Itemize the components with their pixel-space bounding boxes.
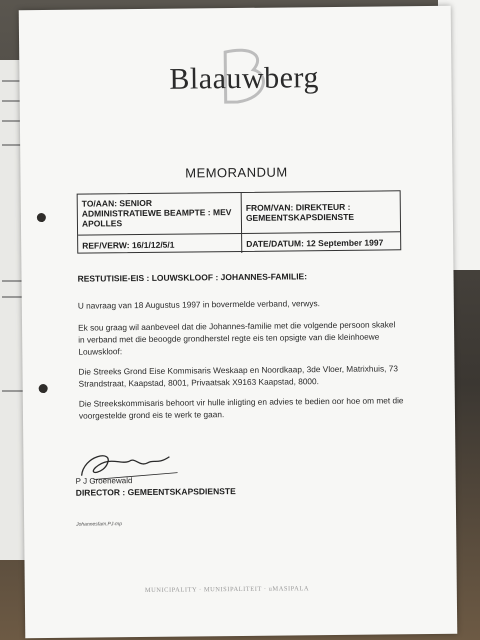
to-field <box>82 197 238 229</box>
from-line: FROM/VAN: DIREKTEUR : <box>245 201 351 213</box>
org-logo-text: Blaauwberg <box>169 61 320 96</box>
body-paragraph: Die Streeks Grond Eise Kommisaris Weskaap en Noordkaap, 3de Vloer, Matrixhuis, 73 Strandstraat, Kaapstad, 8001, Privaatsak X9163 Kaapstad, 8000. <box>78 363 398 389</box>
table-divider <box>78 231 400 235</box>
municipality-footer: MUNICIPALITY · MUNISIPALITEIT · uMASIPALA <box>144 585 310 594</box>
punch-hole <box>39 384 48 393</box>
signatory-title: DIRECTOR : GEMEENTSKAPSDIENSTE <box>75 486 236 498</box>
memo-page <box>19 6 458 638</box>
signatory-name: P J Groenewald <box>75 476 133 486</box>
to-line: ADMINISTRATIEWE BEAMPTE : MEV <box>81 207 232 219</box>
background-text-mark <box>2 390 24 392</box>
from-field <box>246 201 398 223</box>
body-paragraph: U navraag van 18 Augustus 1997 in bovermelde verband, verwys. <box>77 298 321 311</box>
punch-hole <box>37 213 46 222</box>
body-paragraph: Die Streekskommisaris behoort vir hulle inligting en advies te bedien oor hoe om met die voorgestelde grond eis te werk te gaan. <box>78 395 404 421</box>
background-text-mark <box>2 296 24 298</box>
memo-title: MEMORANDUM <box>185 164 288 181</box>
memo-header-table <box>77 190 402 253</box>
to-line: APOLLES <box>81 218 123 229</box>
ref-field: REF/VERW: 16/1/12/5/1 <box>82 239 175 251</box>
date-field: DATE/DATUM: 12 September 1997 <box>246 237 384 249</box>
file-reference: Johannesfam.PJ-mp <box>76 521 123 528</box>
to-line: TO/AAN: SENIOR <box>81 197 153 209</box>
body-paragraph: Ek sou graag wil aanbeveel dat die Johannes-familie met die volgende persoon skakel in verband met die beoogde grondherstel regte eis ten opsigte van die kleinhoewe Louwskloof: <box>77 319 396 357</box>
table-divider <box>241 193 243 253</box>
from-line: GEMEENTSKAPSDIENSTE <box>245 211 355 223</box>
memo-subject: RESTUTISIE-EIS : LOUWSKLOOF : JOHANNES-FAMILIE: <box>77 271 308 284</box>
